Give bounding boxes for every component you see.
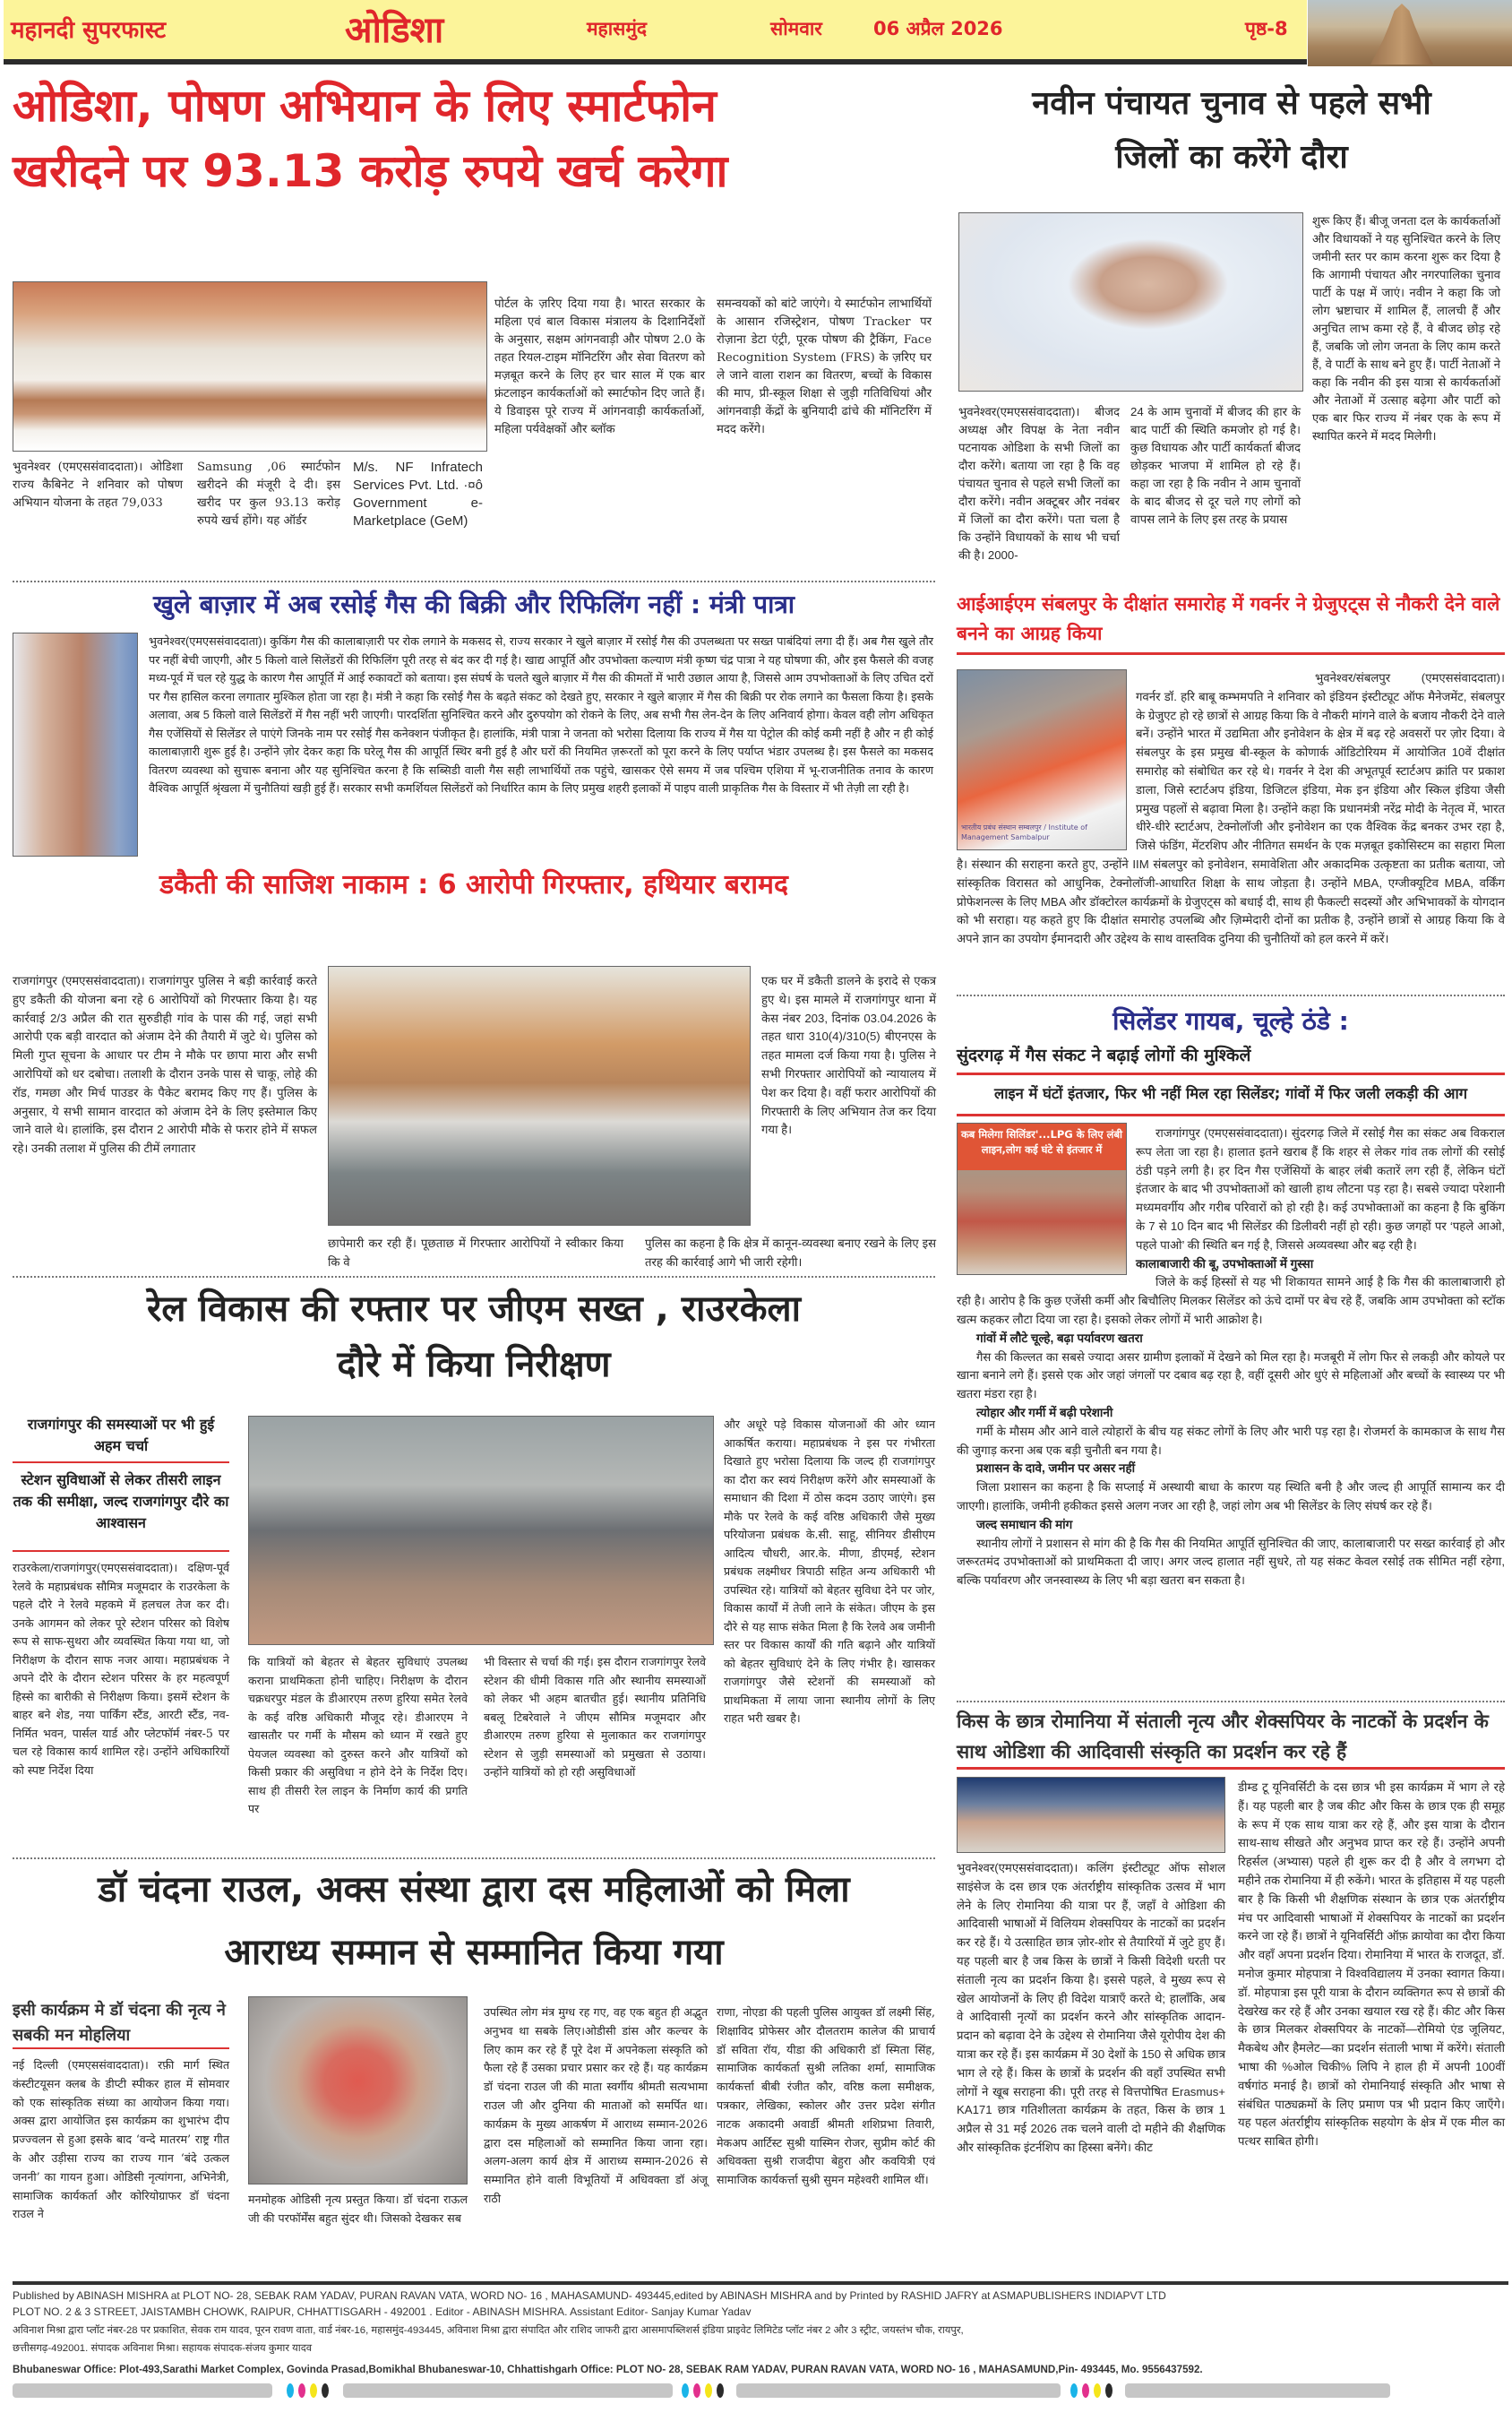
photo-banner: कब मिलेगा सिलिंडर'...LPG के लिए लंबी लाइन,लोग कई घंटे से इंतजार में [958, 1124, 1126, 1170]
story4-text: भुवनेश्वर/संबलपुर (एमएससंवाददाता)। गवर्नर डॉ. हरि बाबू कम्भमपति ने शनिवार को इंडियन इंस्टीट्यूट ऑफ मैनेजमेंट, संबलपुर के ग्रेजुएट हो रहे छात्रों से आग्रह किया कि वे नौकरी मांगने वाले के बजाय नौकरी देने वाले बनें। उन्होंने भारत में उद्यमिता और इनोवेशन के क्षेत्र में बढ़ रहे अवसरों पर ज़ोर दिया। वे संबलपुर के इस प्रमुख बी-स्कूल के कोणार्क ऑडिटोरियम में आयोजित 10वें दीक्षांत समारोह को संबोधित कर रहे थे। गवर्नर ने देश की अभूतपूर्व स्टार्टअप क्रांति पर प्रकाश डाला, जिसे स्टार्टअप इंडिया, डिजिटल इंडिया, मेक इन इंडिया और स्किल इंडिया जैसी प्रमुख पहलों से बढ़ावा मिला है। उन्होंने कहा कि प्रधानमंत्री नरेंद्र मोदी के नेतृत्व में, भारत धीरे-धीरे स्टार्टअप, टेक्नोलॉजी और इनोवेशन का एक वैश्विक केंद्र बनकर उभर रहा है, जिसे फंडिंग, मेंटरशिप और नीतिगत समर्थन के एक मज़बूत इकोसिस्टम का सहारा मिला है। संस्थान की सराहना करते हुए, उन्होंने IIM संबलपुर को इनोवेशन, समावेशिता और अकादमिक उत्कृष्टता का प्रतीक बताया, जो सांस्कृतिक विरासत को आधुनिक, टेक्नोलॉजी-आधारित शिक्षा के साथ जोड़ता है। उन्होंने MBA, एग्जीक्यूटिव MBA, वर्किंग प्रोफेशनल्स के लिए MBA और डॉक्टोरल कार्यक्रमों के ग्रेजुएट्स को बधाई दी, साथ ही फैकल्टी सदस्यों और अभिभावकों के योगदान को भी सराहा। यह कहते हुए कि दीक्षांत समारोह उपलब्धि और ज़िम्मेदारी दोनों का प्रतीक है, उन्होंने छात्रों से आग्रह किया कि वे अपने ज्ञान का उपयोग ईमानदारी और उद्देश्य के साथ वास्तविक दुनिया की चुनौतियों को हल करने में करें। [957, 671, 1505, 946]
city-name: महासमुंद [587, 18, 648, 39]
story6-rule [957, 1073, 1505, 1075]
story6-section-text: गैस की किल्लत का सबसे ज्यादा असर ग्रामीण इलाकों में देखने को मिल रहा है। मजबूरी में लोग फिर से लकड़ी और कोयले पर खाना बनाने लगे हैं। इससे एक ओर जहां जंगलों पर दबाव बढ़ रहा है, वहीं दूसरी ओर धुएं से महिलाओं और बच्चों के स्वास्थ्य पर भी खतरा मंडरा रहा है। [957, 1349, 1505, 1401]
story3-body: भुवनेश्वर(एमएससंवाददाता)। कुकिंग गैस की कालाबाज़ारी पर रोक लगाने के मकसद से, राज्य सरकार ने खुले बाज़ार में रसोई गैस की उपलब्धता पर सख्त पाबंदियां लगा दी हैं। अब गैस खुले तौर पर नहीं बेची जाएगी, और 5 किलो वाले सिलेंडरों की रिफिलिंग पूरी तरह से बंद कर दी गई है। खाद्य आपूर्ति और उपभोक्ता कल्याण मंत्री कृष्ण चंद्र पात्रा ने यह घोषणा की, और इस फैसले की वजह मध्य-पूर्व में चल रहे युद्ध के कारण गैस आपूर्ति में आई रुकावटों को बताया। इस संघर्ष के चलते खुले बाज़ार में गैस की कीमतों में भारी उछाल आया है, जिससे आम उपभोक्ताओं के लिए उचित दरों पर गैस हासिल करना लगातार मुश्किल होता जा रहा है। मंत्री ने कहा कि रसोई गैस के बढ़ते संकट को देखते हुए, सरकार ने खुले बाज़ार में गैस की बिक्री पर रोक लगाने का फैसला किया है। इसके अलावा, अब 5 किलो वाले सिलेंडरों में गैस नहीं भरी जाएगी। पारदर्शिता सुनिश्चित करने और दुरुपयोग को रोकने के लिए, अब सभी गैस लेन-देन के लिए अनिवार्य होगा। केवल वही लोग अधिकृत गैस एजेंसियों से सिलेंडर ले पाएंगे जिनके नाम पर रसोई गैस कनेक्शन पंजीकृत है। हालांकि, मंत्री पात्रा ने जनता को भरोसा दिलाया कि राज्य में गैस या पेट्रोल की कोई कमी नहीं है और न ही कोई कालाबाज़ारी शुरू हुई है। उन्होंने ज़ोर देकर कहा कि घरेलू गैस की आपूर्ति स्थिर बनी हुई है और घरों की नियमित ज़रूरतों को पूरा करने के लिए पर्याप्त भंडार उपलब्ध है। इस फैसले का मकसद वितरण व्यवस्था को सुचारू बनाना और यह सुनिश्चित करना है कि सब्सिडी वाली गैस सही लाभार्थियों तक पहुंचे, खासकर ऐसे समय में जब पश्चिम एशिया में भू-राजनीतिक तनाव के कारण वैश्विक आपूर्ति श्रृंखला में चुनौतियां खड़ी हुई हैं। सरकार सभी कमर्शियल सिलेंडरों को निर्धारित काम के लिए प्रमुख शहरी इलाकों में पाइप वाली प्राकृतिक गैस के विस्तार में भी तेज़ी ला रही है। [149, 634, 933, 795]
story1-headline-line1: ओडिशा, पोषण अभियान के लिए स्मार्टफोन [13, 80, 717, 132]
story4-rule [957, 652, 1505, 655]
story6-subheadline: सुंदरगढ़ में गैस संकट ने बढ़ाई लोगों की मुश्किलें [957, 1046, 1251, 1065]
registration-bar [13, 2383, 272, 2398]
story5-col2: छापेमारी कर रही हैं। पूछताछ में गिरफ्तार आरोपियों ने स्वीकार किया कि वे [328, 1237, 623, 1269]
yellow-mark [1094, 2383, 1101, 2398]
story8-headline: किस के छात्र रोमानिया में संताली नृत्य और शेक्सपियर के नाटकों के प्रदर्शन के साथ ओडिशा की आदिवासी संस्कृति का प्रदर्शन कर रहे हैं [957, 1710, 1489, 1762]
imprint-hindi-line1: अविनाश मिश्रा द्वारा प्लॉट नंबर-28 पर प्रकाशित, सेवक राम यादव, पूरन रावण वाता, वार्ड नंबर-16, महासमुंद-493445, अविनाश मिश्रा द्वारा संपादित और राशिद जाफरी द्वारा आसमापब्लिशर्स इंडिया प्राइवेट लिमिटेड प्लॉट नंबर 2 और 3 स्ट्रीट, जयस्तंभ चौक, रायपुर, [13, 2325, 964, 2336]
story2-col1: भुवनेश्वर(एमएससंवाददाता)। बीजद अध्यक्ष और विपक्ष के नेता नवीन पटनायक ओडिशा के सभी जिलों का दौरा करेंगे। बताया जा रहा है कि वह पंचायत चुनाव से पहले सभी जिलों का दौरा करेंगे। नवीन अक्टूबर और नवंबर में जिलों का दौरा करेंगे। पता चला है कि उन्होंने विधायकों के साथ भी चर्चा की है। 2000- [958, 405, 1120, 562]
story1-headline-line2: खरीदने पर 93.13 करोड़ रुपये खर्च करेगा [13, 145, 728, 197]
story4-headline: आईआईएम संबलपुर के दीक्षांत समारोह में गवर्नर ने ग्रेजुएट्स से नौकरी देने वाले बनने का आग्रह किया [957, 593, 1500, 644]
story6-section-text: जिला प्रशासन का कहना है कि सप्लाई में अस्थायी बाधा के कारण यह स्थिति बनी है और जल्द ही आपूर्ति सामान्य कर दी जाएगी। हालांकि, जमीनी हकीकत इससे अलग नजर आ रही है, जहां लोग अब भी सिलेंडर के लिए संघर्ष कर रहे हैं। [957, 1480, 1505, 1512]
cyan-mark [287, 2383, 294, 2398]
cyan-mark [1070, 2383, 1078, 2398]
side-head-rule [13, 1461, 229, 1463]
story5-headline: डकैती की साजिश नाकाम : 6 आरोपी गिरफ्तार, हथियार बरामद [159, 869, 788, 900]
issue-date: 06 अप्रैल 2026 [873, 18, 1003, 39]
paper-name: महानदी सुपरफास्ट [11, 17, 167, 44]
story3-headline: खुले बाज़ार में अब रसोई गैस की बिक्री और रिफिलिंग नहीं : मंत्री पात्रा [152, 590, 795, 619]
yellow-mark [705, 2383, 712, 2398]
story7-headline-line2: दौरे में किया निरीक्षण [337, 1344, 611, 1385]
photo-caption: भारतीय प्रबंध संस्थान सम्बलपुर / Institute of Management Sambalpur [961, 823, 1087, 841]
odissi-dancer-photo [248, 1996, 468, 2184]
story5-col1: राजगांगपुर (एमएससंवाददाता)। राजगांगपुर पुलिस ने बड़ी कार्रवाई करते हुए डकैती की योजना बना रहे 6 आरोपियों को गिरफ्तार किया है। यह कार्रवाई 2/3 अप्रैल की रात सुरुडीही गांव के पास की गई, जहां सभी आरोपी एक बड़ी वारदात को अंजाम देने की तैयारी में जुटे थे। पुलिस को मिली गुप्त सूचना के आधार पर टीम ने मौके पर छापा मारा और सभी आरोपियों को धर दबोचा। तलाशी के दौरान उनके पास से चाकू, लोहे की रॉड, गमछा और मिर्च पाउडर के पैकेट बरामद किए गए हैं। पुलिस के अनुसार, ये सभी सामान वारदात को अंजाम देने के लिए इस्तेमाल किए जाने वाले थे। हालांकि, इस दौरान 2 आरोपी मौके से फरार होने में सफल रहे। उनकी तलाश में पुलिस की टीमें लगातार [13, 974, 317, 1156]
black-mark [322, 2383, 329, 2398]
imprint-english-line1: Published by ABINASH MISHRA at PLOT NO- 28, SEBAK RAM YADAV, PURAN RAVAN VATA, WORD NO- 16 , MAHASAMUND- 493445,edited by ABINASH MISHRA and by Printed by RASHID JAFRY at ASMAPUBLISHERS INDIAPVT LTD [13, 2289, 1166, 2302]
story6-section-text: स्थानीय लोगों ने प्रशासन से मांग की है कि गैस की नियमित आपूर्ति सुनिश्चित की जाए, कालाबाजारी पर सख्त कार्रवाई हो और जरूरतमंद उपभोक्ताओं को प्राथमिकता दी जाए। अगर जल्द हालात नहीं सुधरे, तो यह संकट केवल रसोई तक सीमित नहीं रहेगा, बल्कि पर्यावरण और जनस्वास्थ्य के लिए भी बड़ा खतरा बन सकता है। [957, 1536, 1505, 1588]
magenta-mark [693, 2383, 700, 2398]
minister-patra-photo [13, 633, 138, 857]
story6-section-title: कालाबाजारी की बू, उपभोक्ताओं में गुस्सा [1136, 1256, 1314, 1271]
story8-col1: भुवनेश्वर(एमएससंवाददाता)। कलिंग इंस्टीट्यूट ऑफ सोशल साइंसेज के दस छात्र एक अंतर्राष्ट्रीय सांस्कृतिक उत्सव में भाग लेने के लिए रोमानिया की यात्रा पर हैं, जहाँ वे ओडिशा की आदिवासी भाषाओं में विलियम शेक्सपियर के नाटकों का प्रदर्शन कर रहे हैं। ये उत्साहित छात्र ज़ोर-शोर से तैयारियों में जुटे हुए हैं। यह पहली बार है जब किस के छात्रों ने किसी विदेशी धरती पर संताली नृत्य का प्रदर्शन किया है। इससे पहले, वे मुख्य रूप से खेल आयोजनों के लिए ही विदेश यात्राएँ करते थे; हालाँकि, अब वे आदिवासी नृत्यों का प्रदर्शन करने और सांस्कृतिक आदान-प्रदान को बढ़ावा देने के उद्देश्य से रोमानिया जैसे यूरोपीय देश की यात्रा कर रहे हैं। इस कार्यक्रम में 30 देशों के 150 से अधिक छात्र भाग ले रहे हैं। किस के छात्रों के प्रदर्शन की वहाँ उपस्थित सभी लोगों ने खूब सराहना की। पूरी तरह से वित्तपोषित Erasmus+ KA171 छात्र गतिशीलता कार्यक्रम के तहत, किस के छात्र 1 अप्रैल से 31 मई 2026 तक चलने वाली दो महीने की शैक्षणिक और सांस्कृतिक इंटर्नशिप का हिस्सा बनेंगे। कीट [957, 1861, 1225, 2154]
story2-col3: शुरू किए हैं। बीजू जनता दल के कार्यकर्ताओं और विधायकों ने यह सुनिश्चित करने के लिए जमीनी स्तर पर काम करना शुरू कर दिया है कि आगामी पंचायत और नगरपालिका चुनाव पार्टी के पक्ष में जाएं। नवीन ने कहा कि जो लोग भ्रष्टाचार में शामिल हैं, लालची हैं और अनुचित लाभ कमा रहे हैं, वे बीजद छोड़ रहे हैं, जबकि जो लोग जनता के लिए काम करते हैं, वे पार्टी के साथ बने हुए हैं। पार्टी नेताओं ने कहा कि नवीन की इस यात्रा से कार्यकर्ताओं और नेताओं में उत्साह बढ़ेगा और पार्टी को एक बार फिर राज्य में नंबर एक के रूप में स्थापित करने में मदद मिलेगी। [1312, 214, 1500, 443]
side-head-rule [13, 1550, 229, 1552]
story6-headline: सिलेंडर गायब, चूल्हे ठंडे : [1113, 1006, 1349, 1036]
imprint-english-line2: PLOT NO. 2 & 3 STREET, JAISTAMBH CHOWK, RAIPUR, CHHATTISGARH - 492001 . Editor - ABINASH MISHRA. Assistant Editor- Sanjay Kumar Yadav [13, 2305, 752, 2318]
story7-col3: भी विस्तार से चर्चा की गई। इस दौरान राजगांगपुर रेलवे स्टेशन की धीमी विकास गति और स्थानीय समस्याओं को लेकर भी अहम बातचीत हुई। स्थानीय प्रतिनिधि बबलू टिबरेवाले ने जीएम सौमित्र मजूमदार और डीआरएम तरुण हुरिया से मुलाकात कर राजगांगपुर स्टेशन से जुड़ी समस्याओं को प्रमुखता से उठाया। उन्होंने यात्रियों को हो रही असुविधाओं [484, 1655, 706, 1779]
black-mark [1105, 2383, 1113, 2398]
students-romania-photo [957, 1777, 1225, 1853]
story7-side-head1: राजगांगपुर की समस्याओं पर भी हुई अहम चर्चा [27, 1416, 215, 1454]
story1-col4: पोर्टल के ज़रिए दिया गया है। भारत सरकार के महिला एवं बाल विकास मंत्रालय के दिशानिर्देशों के अनुसार, सक्षम आंगनवाड़ी और पोषण 2.0 के तहत रियल-टाइम मॉनिटरिंग और सेवा वितरण को मज़बूत करने के लिए हर चार साल में एक बार फ्रंटलाइन कार्यकर्ताओं को स्मार्टफोन दिए जाते हैं। ये डिवाइस पूरे राज्य में आंगनवाड़ी कार्यकर्ताओं, महिला पर्यवेक्षकों और ब्लॉक [494, 297, 705, 436]
cyan-mark [682, 2383, 689, 2398]
footer-rule [13, 2281, 1508, 2285]
divider [957, 1701, 1505, 1702]
story9-col2: मनमोहक ओडिसी नृत्य प्रस्तुत किया। डॉ चंदना राऊल जी की परफॉर्मेंस बहुत सुंदर थी। जिसको देखकर सब [248, 2193, 468, 2225]
story9-col1: नई दिल्ली (एमएससंवाददाता)। रफ़ी मार्ग स्थित कंस्टीटयूसन क्लब के डीप्टी स्पीकर हाल में सोमवार को एक सांस्कृतिक संध्या का आयोजन किया गया। अक्स द्वारा आयोजित इस कार्यक्रम का शुभारंभ दीप प्रज्ज्वलन से हुआ इसके बाद ‘वन्दे मातरम’ राष्ट्र गीत के और उड़ीसा राज्य का राज्य गान ‘बंदे उत्कल जननी’ का गायन हुआ। ओडिसी नृत्यांगना, अभिनेत्री, सामाजिक कार्यकर्ता और कोरियोग्राफर डॉ चंदना राउल ने [13, 2058, 229, 2221]
story2-headline-line2: जिलों का करेंगे दौरा [1115, 139, 1348, 176]
story8-rule [957, 1767, 1505, 1770]
story6-section-title: गांवों में लौटे चूल्हे, बढ़ा पर्यावरण खतरा [976, 1331, 1143, 1345]
yellow-mark [310, 2383, 317, 2398]
cabinet-meeting-photo [13, 281, 487, 452]
story6-kicker: लाइन में घंटों इंतजार, फिर भी नहीं मिल रहा सिलेंडर; गांवों में फिर जली लकड़ी की आग [994, 1085, 1467, 1102]
story2-col2: 24 के आम चुनावों में बीजद की हार के बाद पार्टी की स्थिति कमजोर हो गई है। कुछ विधायक और पार्टी कार्यकर्ता बीजद छोड़कर भाजपा में शामिल हो रहे हैं। कहा जा रहा है कि नवीन ने आम चुनावों के बाद बीजद से दूर चले गए लोगों को वापस लाने के लिए इस तरह के प्रयास [1130, 405, 1301, 526]
story8-col2: डीम्ड टू यूनिवर्सिटी के दस छात्र भी इस कार्यक्रम में भाग ले रहे हैं। यह पहली बार है जब कीट और किस के छात्र एक ही समूह के रूप में एक साथ यात्रा कर रहे हैं, और इस यात्रा के दौरान साथ-साथ सीखते और अनुभव प्राप्त कर रहे हैं। उन्होंने अपनी रिहर्सल (अभ्यास) पहले ही शुरू कर दी है और वे लगभग दो महीने तक रोमानिया में ही रुकेंगे। भारत के इतिहास में यह पहली बार है कि किसी भी शैक्षणिक संस्थान के छात्र एक अंतर्राष्ट्रीय मंच पर आदिवासी भाषाओं में शेक्सपियर के नाटकों का प्रदर्शन करने जा रहे हैं। छात्रों ने यूनिवर्सिटी ऑफ़ क्रायोवा का दौरा किया और वहाँ अपना प्रदर्शन दिया। रोमानिया में भारत के राजदूत, डॉ. मनोज कुमार मोहपात्रा ने विश्वविद्यालय में उनका स्वागत किया। डॉ. मोहपात्रा इस पूरी यात्रा के दौरान व्यक्तिगत रूप से छात्रों की देखरेख कर रहे हैं और उनका खयाल रख रहे हैं। कीट और किस के छात्र मिलकर शेक्सपियर के नाटकों—रोमियो एंड जूलियट, मैकबेथ और हैमलेट—का प्रदर्शन संताली भाषा में करेंगे। संताली भाषा की %ओल चिकी% लिपि ने हाल ही में अपनी 100वीं वर्षगांठ मनाई है। छात्रों को रोमानियाई संस्कृति और भाषा से संबंधित पाठ्यक्रमों के लिए प्रमाण पत्र भी प्रदान किए जाएँगे। यह पहल अंतर्राष्ट्रीय सांस्कृतिक सहयोग के क्षेत्र में एक मील का पत्थर साबित होगी। [1238, 1780, 1505, 2149]
black-mark [717, 2383, 724, 2398]
divider [13, 1857, 935, 1859]
page-number: पृष्ठ-8 [1245, 18, 1288, 39]
story1-col1: भुवनेश्वर (एमएससंवाददाता)। ओडिशा राज्य कैबिनेट ने शनिवार को पोषण अभियान योजना के तहत 79,033 [13, 461, 183, 510]
day-name: सोमवार [770, 18, 822, 39]
story6-body [957, 1125, 1505, 1590]
divider [13, 581, 935, 582]
story6-section-title: त्योहार और गर्मी में बढ़ी परेशानी [976, 1405, 1113, 1419]
story9-col4: राणा, नोएडा की पहली पुलिस आयुक्त डॉ लक्ष्मी सिंह, शिक्षाविद प्रोफेसर और दौलतराम कालेज की प्राचार्य डॉ सविता रॉय, यीडा की अधिकारी डॉ स्मिता सिंह, सामाजिक कार्यकर्ता सुश्री लतिका शर्मा, सामाजिक कार्यकर्त्ता बीबी रंजीत कौर, वरिष्ठ कला समीक्षक, पत्रकार, लेखिका, स्कोलर और उत्तर प्रदेश संगीत नाटक अकादमी अवार्डी श्रीमती शशिप्रभा तिवारी, मेकअप आर्टिस्ट सुश्री यास्मिन रोजर, सुप्रीम कोर्ट की अधिवक्ता सुश्री राजदीपा बेहुरा और कवयित्री एवं सामाजिक कार्यकर्त्ता सुश्री सुमन महेश्वरी शामिल थीं। [717, 2005, 935, 2187]
masthead-band [4, 0, 1307, 59]
story7-headline-line1: रेल विकास की रफ्तार पर जीएम सख्त , राउरकेला [147, 1288, 801, 1330]
story1-col5: समन्वयकों को बांटे जाएंगे। ये स्मार्टफोन लाभार्थियों के आसान रजिस्ट्रेशन, पोषण Tracker पर रोज़ाना डेटा एंट्री, पूरक पोषण की ट्रैकिंग, Face Recognition System (FRS) के ज़रिए घर ले जाने वाला राशन का वितरण, बच्चों के विकास की माप, प्री-स्कूल शिक्षा से जुड़ी गतिविधियां और आंगनवाड़ी केंद्रों के बुनियादी ढांचे की मॉनिटरिंग में मदद करेंगे। [717, 297, 932, 436]
story1-col2: Samsung ,06 स्मार्टफोन खरीदने की मंजूरी दे दी। इस खरीद पर कुल 93.13 करोड़ रुपये खर्च होंगे। यह ऑर्डर [197, 461, 340, 528]
naveen-patnaik-photo [958, 212, 1303, 392]
story5-col4: पुलिस का कहना है कि क्षेत्र में कानून-व्यवस्था बनाए रखने के लिए इस तरह की कार्रवाई आगे भी जारी रहेगी। [645, 1237, 936, 1269]
imprint-hindi-line2: छत्तीसगढ़-492001. संपादक अविनाश मिश्रा। सहायक संपादक-संजय कुमार यादव [13, 2343, 313, 2354]
story6-section-text: जिले के कई हिस्सों से यह भी शिकायत सामने आई है कि गैस की कालाबाजारी हो रही है। आरोप है कि कुछ एजेंसी कर्मी और बिचौलिए मिलकर सिलेंडर को ऊंचे दामों पर बेच रहे हैं, जबकि आम उपभोक्ता को स्टॉक खत्म कहकर लौटा दिया जा रहा है। इसको लेकर लोगों में भारी आक्रोश है। [957, 1275, 1505, 1326]
office-addresses: Bhubaneswar Office: Plot-493,Sarathi Market Complex, Govinda Prasad,Bomikhal Bhubaneswar-10, Chhattishgarh Office: PLOT NO- 28, SEBAK RAM YADAV, PURAN RAVAN VATA, WORD NO- 16 , MAHASAMUND,Pin- 493445, Mo. 9556437592. [13, 2364, 1203, 2375]
float-spacer [957, 1125, 1136, 1277]
float-spacer [957, 669, 1136, 853]
story6-kicker-rule [957, 1114, 1505, 1116]
story9-headline-line1: डॉ चंदना राउल, अक्स संस्था द्वारा दस महिलाओं को मिला [98, 1869, 850, 1910]
registration-bar [343, 2383, 673, 2398]
masthead [0, 0, 1512, 66]
registration-bar [1125, 2383, 1390, 2398]
police-arrest-photo [328, 966, 751, 1226]
story6-section-title: जल्द समाधान की मांग [976, 1517, 1073, 1531]
story6-section-text: गर्मी के मौसम और आने वाले त्योहारों के बीच यह संकट लोगों के लिए और भारी पड़ रहा है। रोजमर्रा के कामकाज के साथ गैस की जुगाड़ करना अब एक बड़ी चुनौती बन गया है। [957, 1424, 1505, 1457]
story7-col2: कि यात्रियों को बेहतर से बेहतर सुविधाएं उपलब्ध कराना प्राथमिकता होनी चाहिए। निरीक्षण के दौरान चक्रधरपुर मंडल के डीआरएम तरुण हुरिया समेत रेलवे के कई वरिष्ठ अधिकारी मौजूद रहे। डीआरएम ने खासतौर पर गर्मी के मौसम को ध्यान में रखते हुए पेयजल व्यवस्था को दुरुस्त करने और यात्रियों को किसी प्रकार की असुविधा न होने देने के निर्देश दिए। साथ ही तीसरी रेल लाइन के निर्माण कार्य की प्रगति पर [248, 1655, 468, 1815]
magenta-mark [1082, 2383, 1089, 2398]
story2-headline-line1: नवीन पंचायत चुनाव से पहले सभी [1032, 85, 1431, 122]
side-head-rule [13, 2047, 229, 2049]
section-name: ओडिशा [345, 10, 444, 51]
divider [13, 1276, 935, 1278]
story5-col3: एक घर में डकैती डालने के इरादे से एकत्र हुए थे। इस मामले में राजगांगपुर थाना में केस नंबर 203, दिनांक 03.04.2026 के तहत धारा 310(4)/310(5) बीएनएस के तहत मामला दर्ज किया गया है। पुलिस ने सभी गिरफ्तार आरोपियों को न्यायालय में पेश कर दिया है। वहीं फरार आरोपियों की गिरफ्तारी के लिए अभियान तेज कर दिया गया है। [761, 974, 936, 1137]
story7-col4: और अधूरे पड़े विकास योजनाओं की ओर ध्यान आकर्षित कराया। महाप्रबंधक ने इस पर गंभीरता दिखाते हुए भरोसा दिलाया कि जल्द ही राजगांगपुर का दौरा कर स्वयं निरीक्षण करेंगे और समस्याओं के समाधान की दिशा में ठोस कदम उठाए जाएंगे। इस मौके पर रेलवे के कई वरिष्ठ अधिकारी जैसे मुख्य परियोजना प्रबंधक के.सी. साहू, सीनियर डीसीएम आदित्य चौधरी, आर.के. मीणा, डीएमई, स्टेशन प्रबंधक लक्ष्मीधर त्रिपाठी सहित अन्य अधिकारी भी उपस्थित रहे। यात्रियों को बेहतर सुविधा देने पर जोर, विकास कार्यों में तेजी लाने के संकेत। जीएम के इस दौरे से यह साफ संकेत मिला है कि रेलवे अब जमीनी स्तर पर विकास कार्यों की गति बढ़ाने और यात्रियों को बेहतर सुविधाएं देने के लिए गंभीर है। खासकर राजगांगपुर जैसे स्टेशनों की समस्याओं को प्राथमिकता में लाया जाना स्थानीय लोगों के लिए राहत भरी खबर है। [724, 1418, 935, 1725]
divider [957, 995, 1505, 996]
story9-side-head: इसी कार्यक्रम मे डॉ चंदना की नृत्य ने सबकी मन मोहलिया [13, 2001, 226, 2045]
story9-headline-line2: आराध्य सम्मान से सम्मानित किया गया [224, 1932, 724, 1973]
masthead-rule [4, 59, 1307, 65]
story7-col1: राउरकेला/राजगांगपुर(एमएससंवाददाता)। दक्षिण-पूर्व रेलवे के महाप्रबंधक सौमित्र मजूमदार के राउरकेला के पहले दौरे ने रेलवे महकमे में हलचल तेज कर दी। उनके आगमन को लेकर पूरे स्टेशन परिसर को विशेष रूप से साफ-सुथरा और व्यवस्थित किया गया था, जो निरीक्षण के दौरान साफ नजर आया। महाप्रबंधक ने अपने दौरे के दौरान स्टेशन परिसर के हर महत्वपूर्ण हिस्से का बारीकी से निरीक्षण किया। इसमें स्टेशन के बाहर बने शेड, नया पार्किंग स्टैंड, आरटी स्टैंड, नव-निर्मित भवन, पार्सल यार्ड और प्लेटफॉर्म नंबर-5 पर चल रहे विकास कार्य शामिल रहे। उन्होंने अधिकारियों को स्पष्ट निर्देश दिया [13, 1561, 229, 1777]
story9-col3: उपस्थित लोग मंत्र मुग्ध रह गए, वह एक बहुत ही अद्भुत अनुभव था सबके लिए।ओडीसी डांस और कल्चर के लिए काम कर रहे हैं पूरे देश में अपनेकला संस्कृति को फैला रहे हैं उसका प्रचार प्रसार कर रहे हैं। यह कार्यक्रम डॉ चंदना राउल जी की माता स्वर्गीय श्रीमती सत्यभामा राउल जी और दुनिया की माताओं को समर्पित था। कार्यक्रम के मुख्य आकर्षण में आराध्य सम्मान-2026 द्वारा दस महिलाओं को सम्मानित किया जाना रहा। अलग-अलग कार्य क्षेत्र में आराध्य सम्मान-2026 से सम्मानित होने वाली विभूतियों में अधिवक्ता डॉ अंजू राठी [484, 2005, 708, 2205]
story6-section-title: प्रशासन के दावे, जमीन पर असर नहीं [976, 1461, 1136, 1476]
story7-side-head2: स्टेशन सुविधाओं से लेकर तीसरी लाइन तक की समीक्षा, जल्द राजगांगपुर दौरे का आश्वासन [13, 1471, 229, 1531]
gm-inspection-photo [248, 1416, 714, 1645]
registration-bar [736, 2383, 1061, 2398]
story1-col3: M/s. NF Infratech Services Pvt. Ltd. ·¤ô Government e-Marketplace (GeM) [353, 460, 483, 529]
story4-body [957, 669, 1505, 949]
magenta-mark [298, 2383, 305, 2398]
story6-intro: राजगांगपुर (एमएससंवाददाता)। सुंदरगढ़ जिले में रसोई गैस का संकट अब विकराल रूप लेता जा रहा है। हालात इतने खराब हैं कि शहर से लेकर गांव तक लोगों की रसोई ठंडी पड़ने लगी है। हर दिन गैस एजेंसियों के बाहर लंबी कतारें लग रही हैं, लेकिन घंटों इंतजार के बाद भी उपभोक्ताओं को खाली हाथ लौटना पड़ रहा है। सबसे ज्यादा परेशानी मध्यमवर्गीय और गरीब परिवारों को हो रही है। कई उपभोक्ताओं का कहना है कि बुकिंग के 7 से 10 दिन बाद भी सिलेंडर की डिलीवरी नहीं हो रही। कुछ जगहों पर ‘पहले आओ, पहले पाओ’ की स्थिति बन गई है, जिससे अव्यवस्था और बढ़ रही है। [1136, 1126, 1505, 1252]
